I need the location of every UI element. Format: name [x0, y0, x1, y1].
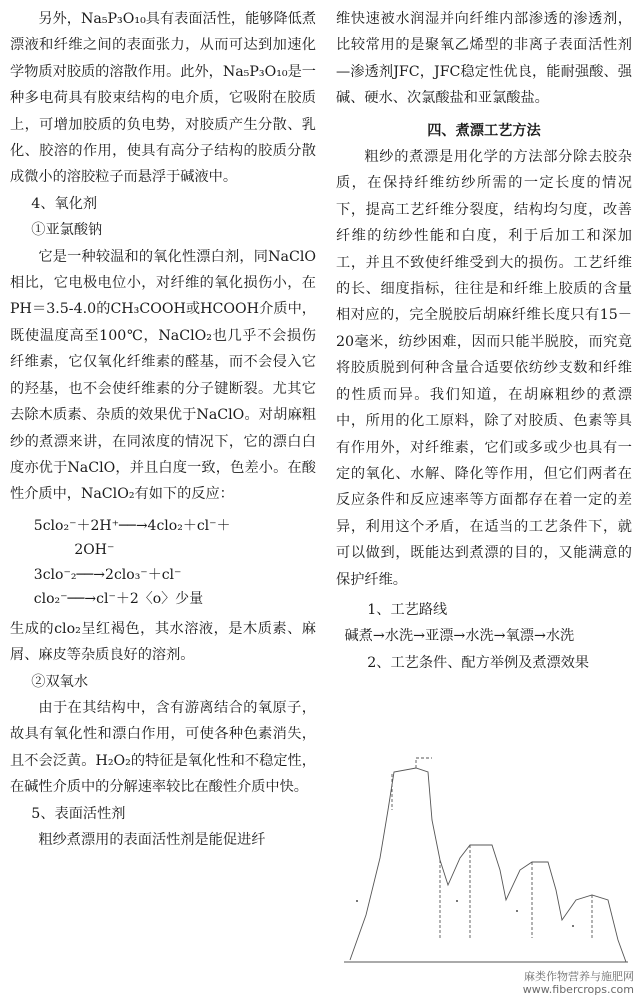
figure-mark	[516, 910, 518, 912]
figure-mark	[356, 900, 358, 902]
paragraph-penetrant: 维快速被水润湿并向纤维内部渗透的渗透剂，比较常用的是聚氧乙烯型的非离子表面活性剂—渗透剂JFC，JFC稳定性优良，能耐强酸、强碱、硬水、次氯酸盐和亚氯酸盐。	[336, 11, 632, 107]
auxiliary-line-1	[392, 758, 440, 940]
heading-sodium-chlorite: ①亚氯酸钠	[31, 222, 103, 239]
process-route: 碱煮→水洗→亚漂→水洗→氧漂→水洗	[344, 628, 575, 645]
equation-1-continued: 2OH⁻	[74, 542, 115, 559]
paragraph-chlorine-dioxide: 生成的clo₂呈红褐色，其水溶液，是木质素、麻屑、麻皮等杂质良好的溶剂。	[10, 620, 316, 664]
watermark-site-name: 麻类作物营养与施肥网	[524, 970, 634, 983]
paragraph-hydrogen-peroxide: 由于在其结构中，含有游离结合的氧原子，故具有氧化性和漂白作用，可使各种色素消失，且不会泛黄。H₂O₂的特征是氧化性和不稳定性，在碱性介质中的分解速率较比在酸性介质中快。	[10, 699, 316, 796]
figure-mark	[456, 900, 458, 902]
heading-surfactant: 5、表面活性剂	[31, 805, 126, 822]
site-watermark	[523, 970, 634, 996]
paragraph-sodium-chlorite: 它是一种较温和的氧化性漂白剂，同NaClO相比，它电极电位小，对纤维的氧化损伤小，在PH＝3.5-4.0的CH₃COOH或HCOOH介质中，既使温度高至100℃，NaClO₂也几乎不会损伤纤维素，它仅氧化纤维素的醛基，而不会侵入它的羟基，也不会使纤维素的分子键断裂。尤其它去除木质素、杂质的效果优于NaClO。对胡麻粗纱的煮漂来讲，在同浓度的情况下，它的漂白白度亦优于NaClO，并且白度一致，色差小。在酸性介质中，NaClO₂有如下的反应：	[10, 248, 316, 503]
heading-oxidant: 4、氧化剂	[31, 195, 98, 212]
paragraph-sodium-tripolyphosphate: 另外，Na₅P₃O₁₀具有表面活性，能够降低煮漂液和纤维之间的表面张力，从而可达到加速化学物质对胶质的溶散作用。此外，Na₅P₃O₁₀是一种多电荷具有胶束结构的电介质，它吸附在胶质上，可增加胶质的负电势，对胶质产生分散、乳化、胶溶的作用，使具有高分子结构的胶质分散成微小的溶胶粒子而悬浮于碱液中。	[10, 11, 317, 186]
heading-process-route: 1、工艺路线	[367, 601, 448, 618]
heading-hydrogen-peroxide: ②双氧水	[31, 673, 89, 690]
equation-3: clo₂⁻──→cl⁻＋2〈o〉少量	[33, 591, 204, 608]
paragraph-process: 粗纱的煮漂是用化学的方法部分除去胶杂质，在保持纤维纺纱所需的一定长度的情况下，提高工艺纤维分裂度，结构均匀度，改善纤维的纺纱性能和白度，利于后加工和深加工，并且不致使纤维受到大的损伤。工艺纤维的长、细度指标，往往是和纤维上胶质的含量相对应的，完全脱胶后胡麻纤维长度只有15－20毫米，纺纱困难，因而只能半脱胶，而究竟将胶质脱到何种含量合适要依纺纱支数和纤维的性质而异。我们知道，在胡麻粗纱的煮漂中，所用的化工原料，除了对胶质、色素等具有作用外，对纤维素，它们或多或少也具有一定的氧化、水解、降化等作用，但它们两者在反应条件和反应速率等方面都存在着一定的差异，利用这个矛盾，在适当的工艺条件下，就可以做到，既能达到煮漂的目的，又能满意的保护纤维。	[336, 149, 632, 588]
temperature-curve	[350, 768, 626, 962]
figure-mark	[572, 925, 574, 927]
left-column	[10, 6, 316, 853]
paragraph-surfactant: 粗纱煮漂用的表面活性剂是能促进纤	[38, 831, 266, 848]
equation-2: 3clo⁻₂──→2clo₃⁻＋cl⁻	[33, 566, 182, 583]
equation-1: 5clo₂⁻＋2H⁺──→4clo₂＋cl⁻＋	[33, 517, 231, 534]
section-heading-process: 四、煮漂工艺方法	[427, 122, 541, 139]
heading-process-conditions: 2、工艺条件、配方举例及煮漂效果	[367, 654, 590, 671]
watermark-url: www.fibercrops.com	[522, 983, 634, 996]
process-curve-figure	[336, 750, 632, 970]
right-column	[336, 6, 632, 676]
